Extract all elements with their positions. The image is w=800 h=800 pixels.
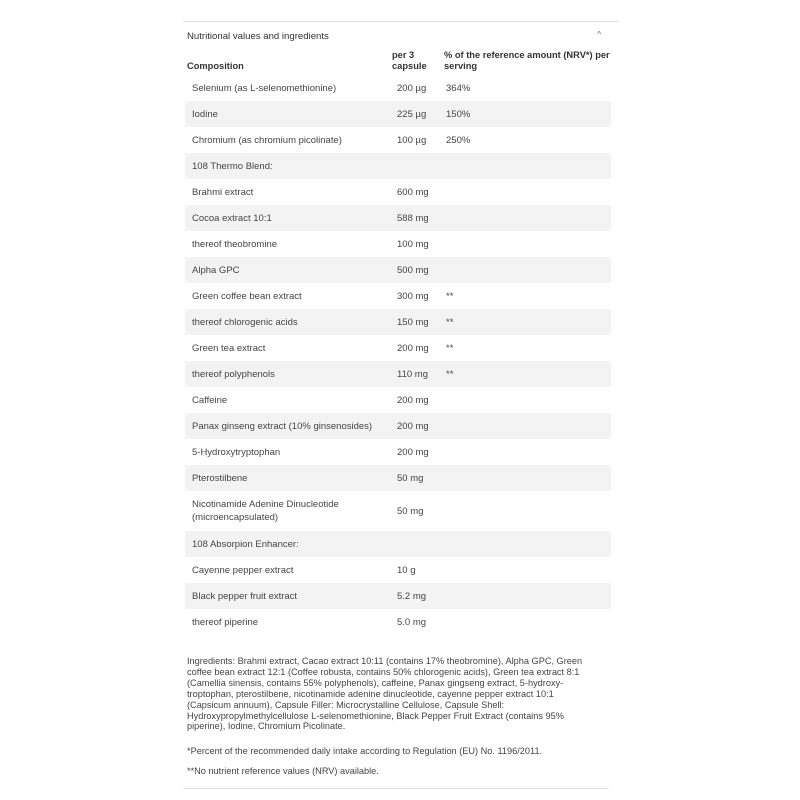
table-row [185, 583, 611, 609]
row-composition: Brahmi extract [192, 186, 254, 198]
nutrition-panel [183, 21, 619, 789]
row-composition: thereof theobromine [192, 238, 278, 250]
row-composition: Pterostilbene [185, 465, 390, 491]
row-composition: Green coffee bean extract [192, 290, 302, 302]
header-composition: Composition [187, 61, 244, 71]
table-header-row [185, 48, 611, 75]
table-row [185, 413, 611, 439]
row-nrv: ** [446, 290, 454, 302]
table-row [185, 231, 611, 257]
header-per-capsule: per 3 capsule [392, 50, 427, 71]
footnote-no-nrv: **No nutrient reference values (NRV) available. [187, 766, 379, 777]
row-amount: 300 mg [397, 290, 429, 302]
table-row [185, 557, 611, 583]
row-nrv: ** [442, 361, 611, 387]
row-amount: 5.0 mg [397, 616, 427, 628]
row-nrv: ** [446, 342, 454, 354]
row-nrv [442, 205, 611, 231]
row-amount: 200 mg [397, 394, 429, 406]
row-nrv: ** [442, 309, 611, 335]
table-row [185, 205, 611, 231]
row-nrv: 150% [442, 101, 611, 127]
row-composition: thereof polyphenols [185, 361, 390, 387]
row-nrv [442, 609, 611, 635]
row-amount: 50 mg [390, 465, 442, 491]
row-nrv [442, 153, 611, 179]
row-amount: 200 mg [397, 342, 429, 354]
row-amount: 50 mg [397, 505, 424, 517]
row-amount: 600 mg [397, 186, 429, 198]
row-nrv [442, 439, 611, 465]
row-composition: Selenium (as L-selenomethionine) [192, 82, 337, 94]
row-amount: 200 mg [390, 413, 442, 439]
row-amount: 588 mg [390, 205, 442, 231]
row-amount [390, 153, 442, 179]
row-nrv: 250% [446, 134, 471, 146]
row-nrv [442, 491, 611, 531]
accordion-header[interactable] [183, 22, 619, 48]
row-composition: Black pepper fruit extract [185, 583, 390, 609]
row-nrv: 364% [446, 82, 471, 94]
table-row [185, 531, 611, 557]
table-row [185, 179, 611, 205]
row-composition: 108 Absorpion Enhancer: [185, 531, 390, 557]
row-amount: 150 mg [390, 309, 442, 335]
row-nrv [442, 583, 611, 609]
bottom-divider [183, 788, 609, 789]
row-nrv [442, 257, 611, 283]
table-row [185, 491, 611, 531]
row-composition: Cocoa extract 10:1 [185, 205, 390, 231]
row-amount: 10 g [397, 564, 416, 576]
row-composition: Nicotinamide Adenine Dinucleotide (microencapsulated) [192, 499, 339, 523]
table-body [185, 75, 611, 635]
row-amount: 225 µg [390, 101, 442, 127]
row-amount: 100 mg [397, 238, 429, 250]
ingredients-text: Ingredients: Brahmi extract, Cacao extract 10:11 (contains 17% theobromine), Alpha GPC, Green coffee bean extract 12:1 (Coffee robusta, contains 50% chlorogenic acids), Green tea extract 8:1 (Camellia sinensis, contains 55% polyphenols), caffeine, Panax gingseng extract, 5-hydroxy-troptophan, pterostilbene, nicotinamide adenine dinucleotide, cayenne pepper extract 10:1 (Capsicum annuum), Capsule Filler: Microcrystalline Cellulose, Capsule Shell: Hydroxypropylmethylcellulose L-selenomethionine, Black Pepper Fruit Extract (contains 95% piperine), Iodine, Chromium Picolinate. [187, 656, 583, 732]
row-composition: thereof chlorogenic acids [185, 309, 390, 335]
table-row [185, 257, 611, 283]
table-row [185, 153, 611, 179]
table-row [185, 439, 611, 465]
row-composition: Iodine [185, 101, 390, 127]
row-composition: Panax ginseng extract (10% ginsenosides) [185, 413, 390, 439]
row-composition: Caffeine [192, 394, 228, 406]
table-row [185, 309, 611, 335]
table-row [185, 283, 611, 309]
accordion-title: Nutritional values and ingredients [187, 31, 329, 42]
table-row [185, 335, 611, 361]
row-nrv [442, 387, 611, 413]
table-row [185, 609, 611, 635]
row-amount: 100 µg [397, 134, 427, 146]
row-amount: 5.2 mg [390, 583, 442, 609]
row-nrv [442, 179, 611, 205]
row-composition: thereof piperine [192, 616, 259, 628]
header-nrv: % of the reference amount (NRV*) per serving [444, 50, 610, 71]
row-nrv [442, 231, 611, 257]
row-amount: 500 mg [390, 257, 442, 283]
row-nrv [442, 531, 611, 557]
row-nrv [442, 557, 611, 583]
table-row [185, 101, 611, 127]
row-composition: Cayenne pepper extract [192, 564, 294, 576]
row-composition: 5-Hydroxytryptophan [192, 446, 281, 458]
nutrition-table [185, 48, 611, 635]
table-row [185, 387, 611, 413]
row-amount: 110 mg [390, 361, 442, 387]
row-nrv [442, 413, 611, 439]
row-composition: 108 Thermo Blend: [185, 153, 390, 179]
row-amount: 200 µg [397, 82, 427, 94]
row-composition: Green tea extract [192, 342, 266, 354]
table-row [185, 361, 611, 387]
row-amount [390, 531, 442, 557]
footnote-nrv: *Percent of the recommended daily intake according to Regulation (EU) No. 1196/2011. [187, 746, 543, 757]
row-amount: 200 mg [397, 446, 429, 458]
row-composition: Chromium (as chromium picolinate) [192, 134, 342, 146]
table-row [185, 75, 611, 101]
table-row [185, 127, 611, 153]
table-row [185, 465, 611, 491]
row-composition: Alpha GPC [185, 257, 390, 283]
row-nrv [442, 465, 611, 491]
chevron-up-icon[interactable]: ^ [597, 30, 601, 39]
